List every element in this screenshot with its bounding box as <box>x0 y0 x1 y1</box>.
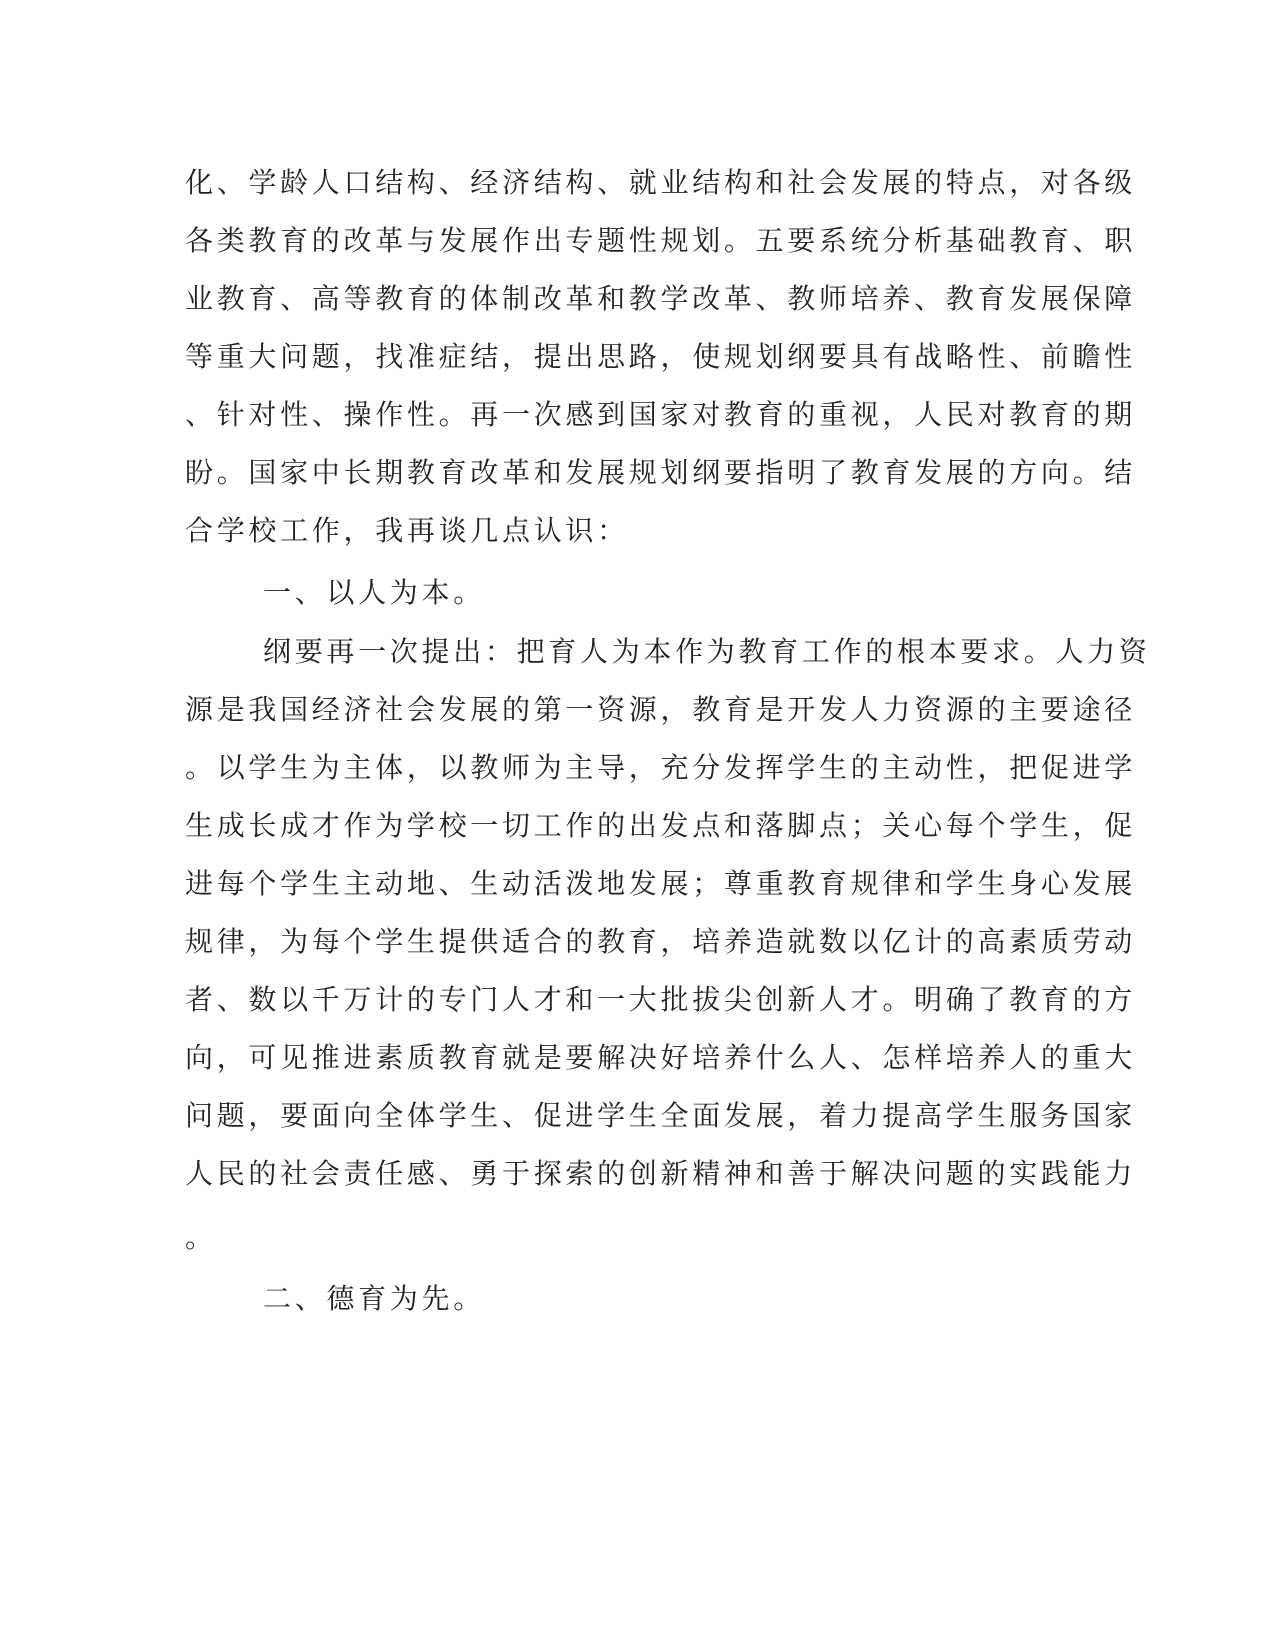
paragraph-line: 盼。国家中长期教育改革和发展规划纲要指明了教育发展的方向。结 <box>185 456 1137 489</box>
paragraph-line: 问题，要面向全体学生、促进学生全面发展，着力提高学生服务国家 <box>185 1099 1137 1132</box>
paragraph-line: 生成长成才作为学校一切工作的出发点和落脚点；关心每个学生，促 <box>185 809 1137 842</box>
paragraph-line: 业教育、高等教育的体制改革和教学改革、教师培养、教育发展保障 <box>185 282 1137 315</box>
paragraph-line: 等重大问题，找准症结，提出思路，使规划纲要具有战略性、前瞻性 <box>185 340 1137 373</box>
paragraph-line: 人民的社会责任感、勇于探索的创新精神和善于解决问题的实践能力 <box>185 1157 1137 1190</box>
paragraph-line: 、针对性、操作性。再一次感到国家对教育的重视，人民对教育的期 <box>185 398 1137 431</box>
section-heading: 一、以人为本。 <box>263 576 485 609</box>
paragraph-line: 。 <box>185 1221 217 1254</box>
paragraph-line: 者、数以千万计的专门人才和一大批拔尖创新人才。明确了教育的方 <box>185 983 1137 1016</box>
paragraph-line: 。以学生为主体，以教师为主导，充分发挥学生的主动性，把促进学 <box>185 751 1137 784</box>
paragraph-line: 化、学龄人口结构、经济结构、就业结构和社会发展的特点，对各级 <box>185 166 1137 199</box>
paragraph-line: 向，可见推进素质教育就是要解决好培养什么人、怎样培养人的重大 <box>185 1041 1137 1074</box>
paragraph-line: 源是我国经济社会发展的第一资源，教育是开发人力资源的主要途径 <box>185 693 1137 726</box>
section-heading: 二、德育为先。 <box>263 1282 485 1315</box>
paragraph-line: 规律，为每个学生提供适合的教育，培养造就数以亿计的高素质劳动 <box>185 925 1137 958</box>
paragraph-line: 合学校工作，我再谈几点认识： <box>185 514 629 547</box>
paragraph-line: 纲要再一次提出：把育人为本作为教育工作的根本要求。人力资 <box>263 635 1151 668</box>
paragraph-line: 进每个学生主动地、生动活泼地发展；尊重教育规律和学生身心发展 <box>185 867 1137 900</box>
paragraph-line: 各类教育的改革与发展作出专题性规划。五要系统分析基础教育、职 <box>185 224 1137 257</box>
